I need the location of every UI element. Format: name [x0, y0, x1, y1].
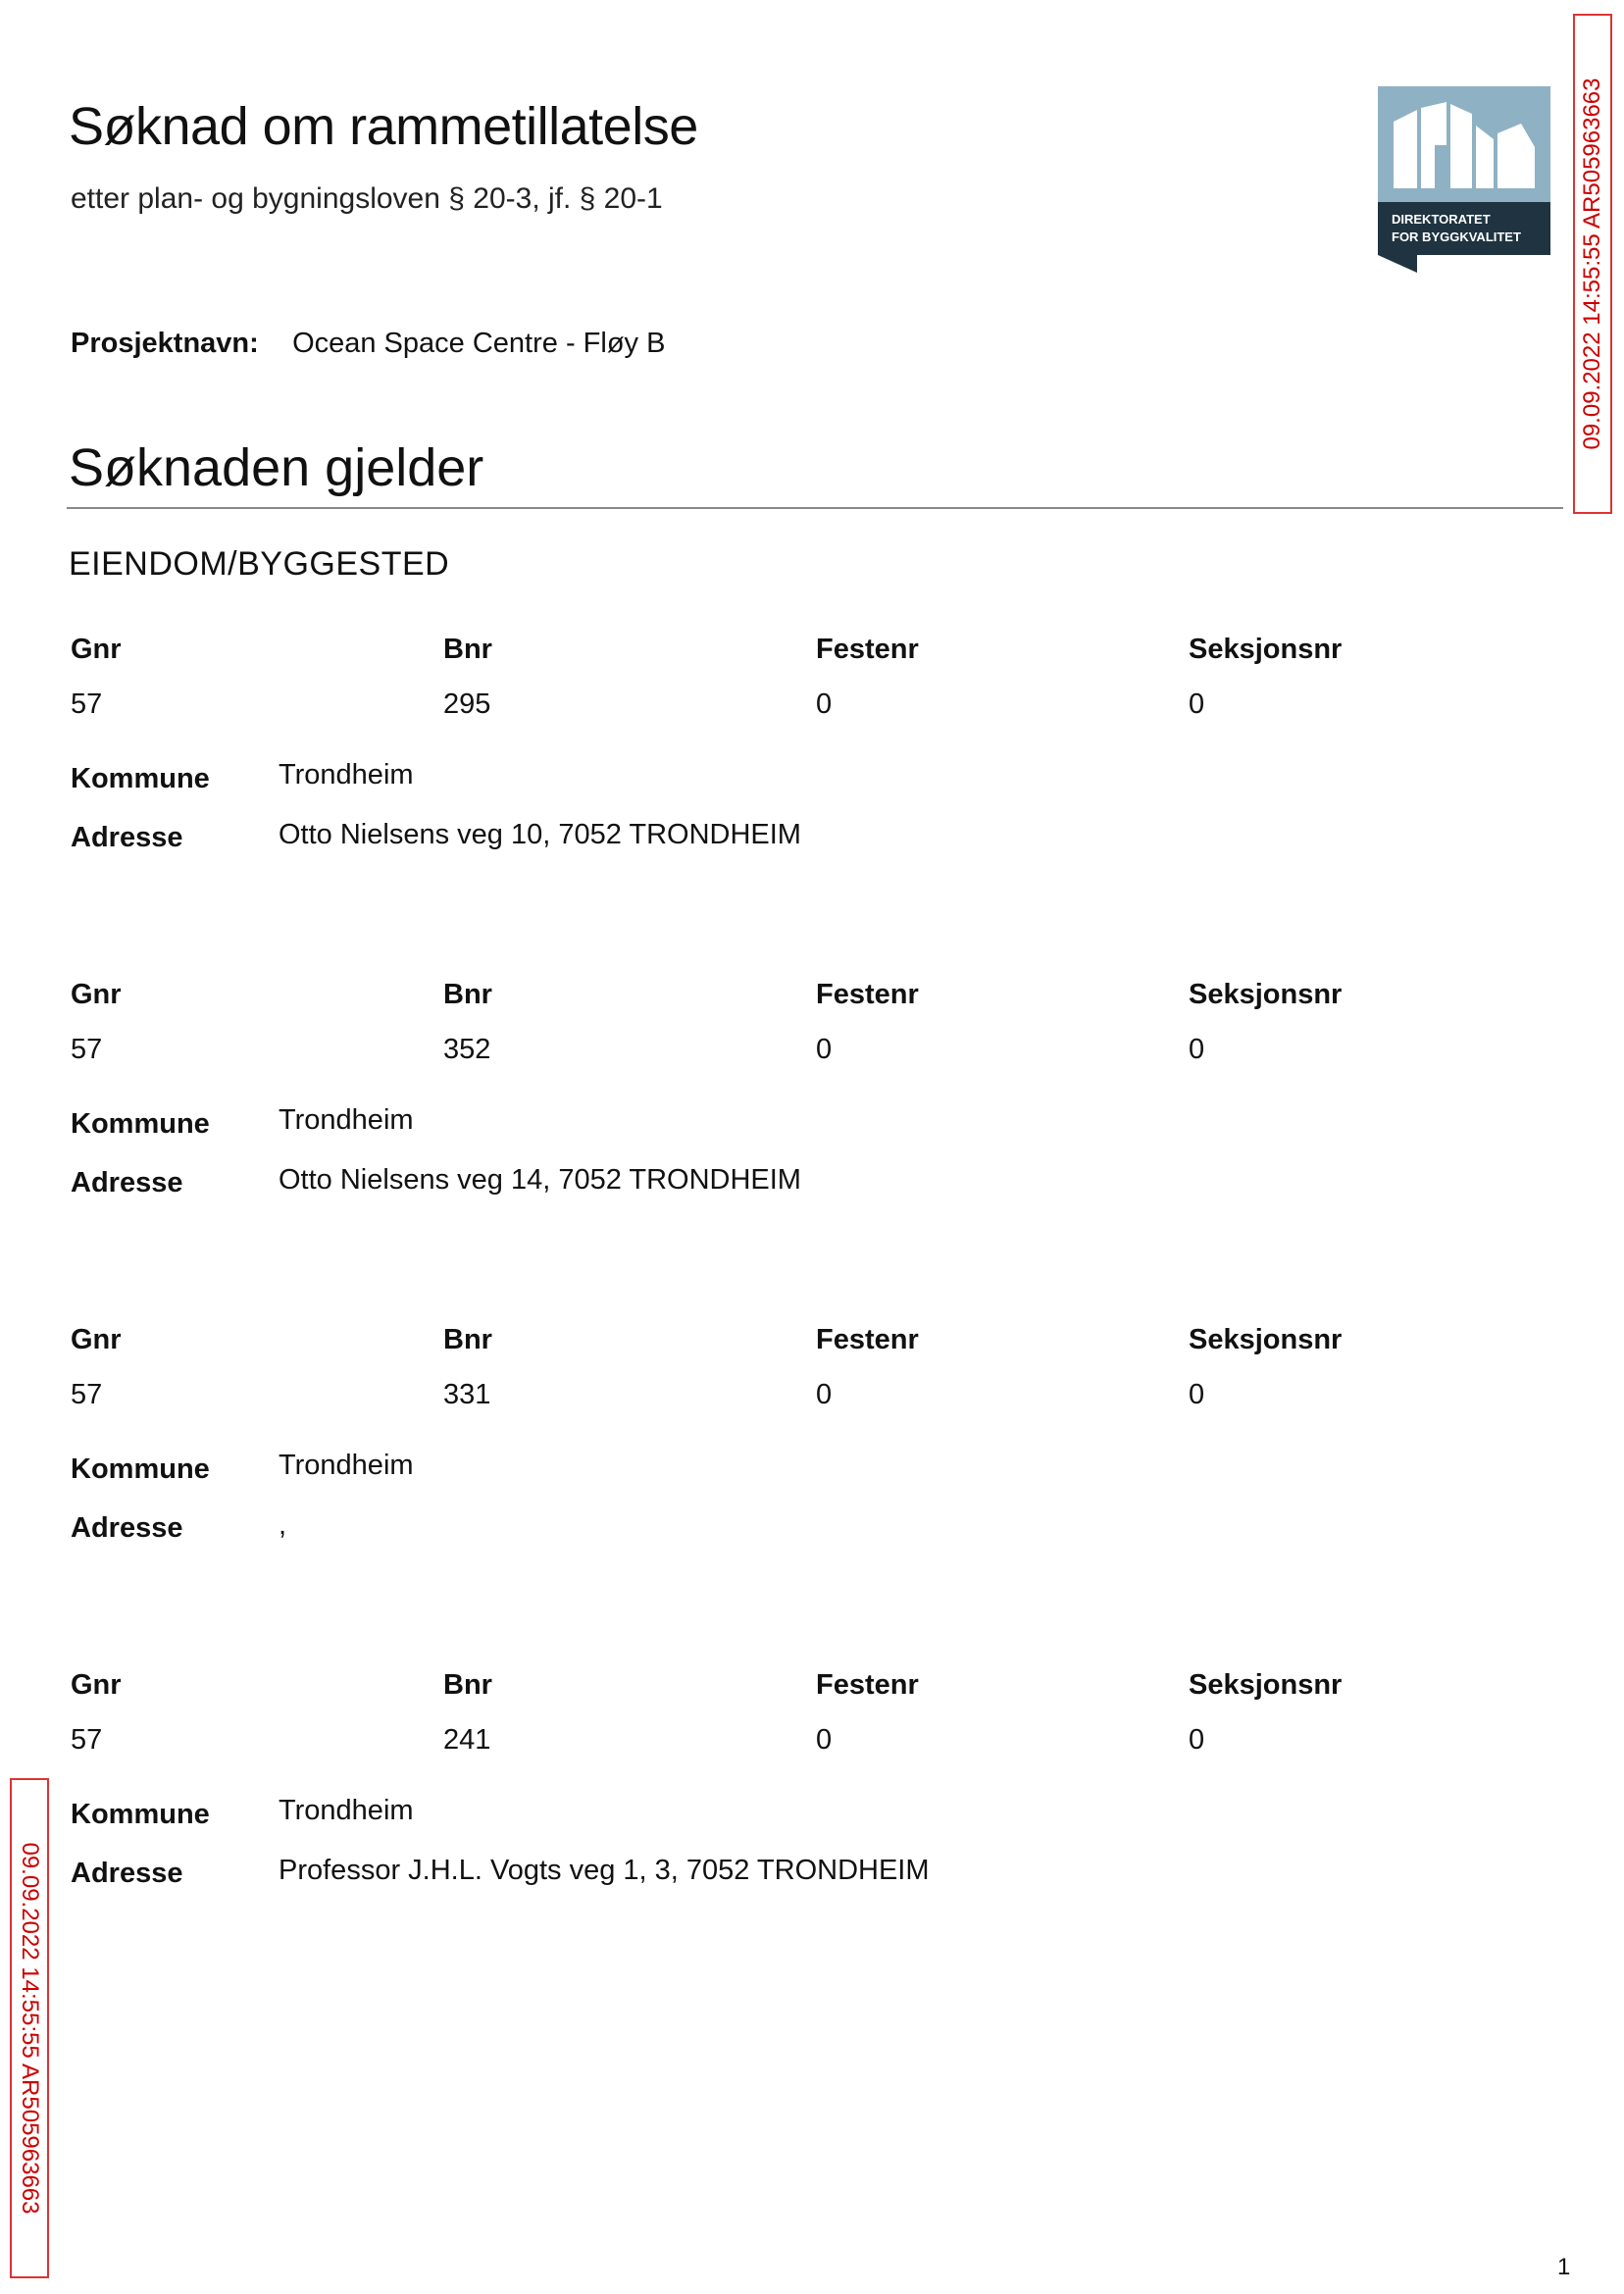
bnr-value: 295 — [443, 688, 491, 720]
seksjonsnr-label: Seksjonsnr — [1189, 1324, 1343, 1355]
bnr-value: 241 — [443, 1724, 491, 1756]
page-title: Søknad om rammetillatelse — [69, 97, 698, 156]
bnr-value: 331 — [443, 1379, 491, 1410]
bnr-label: Bnr — [443, 634, 492, 665]
festenr-value: 0 — [816, 1034, 833, 1065]
logo-text-line1: DIREKTORATET — [1392, 212, 1491, 227]
bnr-label: Bnr — [443, 979, 492, 1010]
kommune-value: Trondheim — [279, 1795, 414, 1826]
property-block — [71, 1324, 1444, 1559]
kommune-value: Trondheim — [279, 1450, 414, 1481]
property-block — [71, 634, 1444, 869]
adresse-label: Adresse — [71, 1167, 183, 1198]
kommune-label: Kommune — [71, 1453, 210, 1485]
dibk-logo — [1378, 86, 1550, 273]
adresse-value: Otto Nielsens veg 10, 7052 TRONDHEIM — [279, 819, 801, 850]
festenr-label: Festenr — [816, 1324, 919, 1355]
bnr-label: Bnr — [443, 1324, 492, 1355]
seksjonsnr-value: 0 — [1189, 688, 1205, 720]
festenr-value: 0 — [816, 1379, 833, 1410]
adresse-value: Professor J.H.L. Vogts veg 1, 3, 7052 TRONDHEIM — [279, 1855, 930, 1886]
gnr-label: Gnr — [71, 979, 122, 1010]
gnr-label: Gnr — [71, 1669, 122, 1701]
project-name-label: Prosjektnavn: — [71, 328, 259, 359]
kommune-value: Trondheim — [279, 759, 414, 790]
logo-lower-block — [1378, 202, 1550, 255]
section-subtitle: EIENDOM/BYGGESTED — [69, 545, 450, 583]
stamp-text: 09.09.2022 14:55:55 AR505963663 — [1579, 77, 1605, 450]
page-number: 1 — [1557, 2254, 1571, 2280]
seksjonsnr-label: Seksjonsnr — [1189, 979, 1343, 1010]
adresse-label: Adresse — [71, 822, 183, 853]
adresse-label: Adresse — [71, 1512, 183, 1544]
festenr-value: 0 — [816, 1724, 833, 1756]
gnr-label: Gnr — [71, 1324, 122, 1355]
seksjonsnr-value: 0 — [1189, 1379, 1205, 1410]
seksjonsnr-label: Seksjonsnr — [1189, 634, 1343, 665]
date-stamp-bottom — [10, 1778, 49, 2278]
festenr-label: Festenr — [816, 634, 919, 665]
project-name-row — [71, 328, 665, 360]
page-subtitle: etter plan- og bygningsloven § 20-3, jf. § 20-1 — [71, 182, 663, 215]
kommune-label: Kommune — [71, 763, 210, 794]
bnr-label: Bnr — [443, 1669, 492, 1701]
gnr-value: 57 — [71, 1379, 103, 1410]
kommune-label: Kommune — [71, 1108, 210, 1140]
gnr-label: Gnr — [71, 634, 122, 665]
seksjonsnr-value: 0 — [1189, 1034, 1205, 1065]
seksjonsnr-label: Seksjonsnr — [1189, 1669, 1343, 1701]
adresse-value: Otto Nielsens veg 14, 7052 TRONDHEIM — [279, 1164, 801, 1196]
adresse-value: , — [279, 1509, 287, 1541]
seksjonsnr-value: 0 — [1189, 1724, 1205, 1756]
kommune-label: Kommune — [71, 1799, 210, 1830]
property-block — [71, 1669, 1444, 1905]
section-title: Søknaden gjelder — [69, 438, 484, 497]
kommune-value: Trondheim — [279, 1104, 414, 1136]
logo-flag-tail — [1378, 255, 1417, 273]
gnr-value: 57 — [71, 1034, 103, 1065]
date-stamp-top — [1573, 14, 1612, 514]
logo-text-line2: FOR BYGGKVALITET — [1392, 229, 1521, 244]
section-divider — [67, 507, 1563, 509]
gnr-value: 57 — [71, 1724, 103, 1756]
project-name-value: Ocean Space Centre - Fløy B — [292, 328, 666, 359]
gnr-value: 57 — [71, 688, 103, 720]
festenr-label: Festenr — [816, 1669, 919, 1701]
festenr-label: Festenr — [816, 979, 919, 1010]
stamp-text: 09.09.2022 14:55:55 AR505963663 — [17, 1842, 43, 2215]
festenr-value: 0 — [816, 688, 833, 720]
bnr-value: 352 — [443, 1034, 491, 1065]
property-block — [71, 979, 1444, 1214]
adresse-label: Adresse — [71, 1858, 183, 1889]
